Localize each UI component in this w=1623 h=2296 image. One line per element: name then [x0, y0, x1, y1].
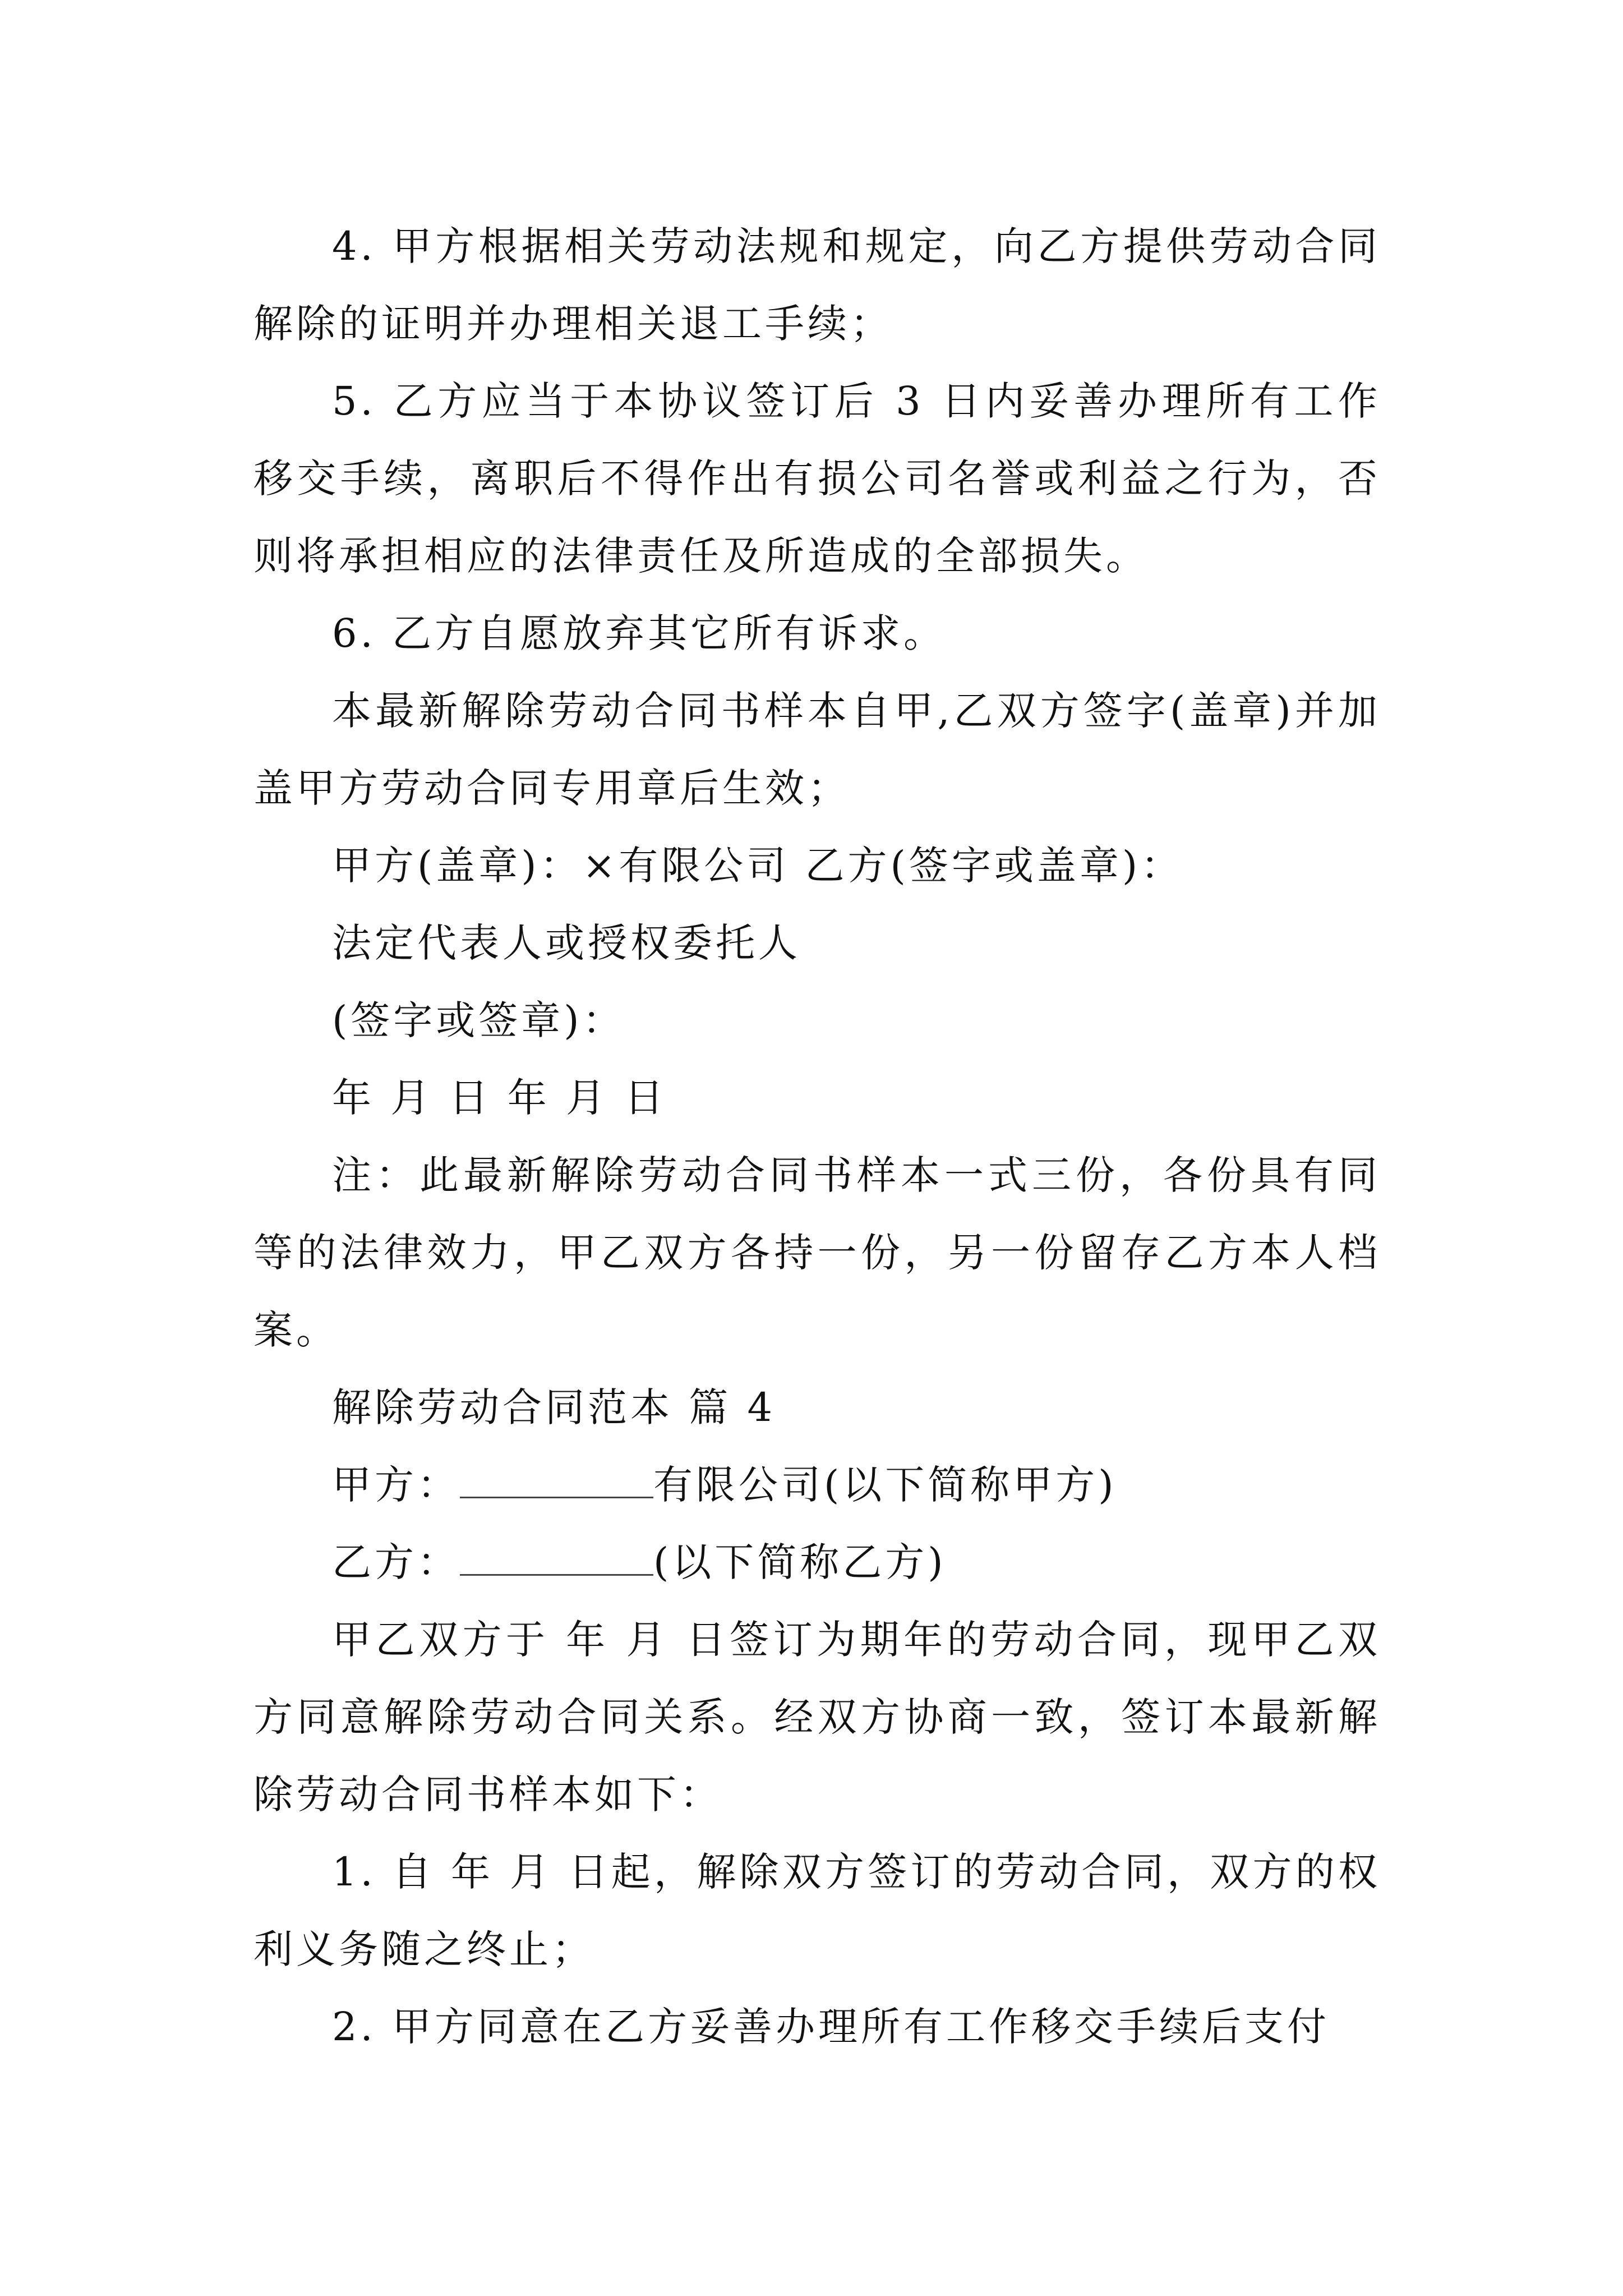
- paragraph-clause-4: 4. 甲方根据相关劳动法规和规定，向乙方提供劳动合同解除的证明并办理相关退工手续；: [253, 223, 1381, 347]
- paragraph-clause-6: 6. 乙方自愿放弃其它所有诉求。: [332, 610, 947, 656]
- paragraph-clause-5: 5. 乙方应当于本协议签订后 3 日内妥善办理所有工作移交手续，离职后不得作出有损公司名誉或利益之行为，否则将承担相应的法律责任及所造成的全部损失。: [253, 378, 1381, 579]
- agreement-intro-paragraph: 甲乙双方于 年 月 日签订为期年的劳动合同，现甲乙双方同意解除劳动合同关系。经双方协商一致，签订本最新解除劳动合同书样本如下：: [253, 1617, 1381, 1818]
- party-b-label: 乙方：: [332, 1539, 460, 1585]
- paragraph-item-2: 2. 甲方同意在乙方妥善办理所有工作移交手续后支付: [332, 2004, 1330, 2050]
- section-heading: 解除劳动合同范本 篇 4: [332, 1384, 776, 1430]
- legal-representative-line: 法定代表人或授权委托人: [332, 920, 801, 966]
- paragraph-effective-terms: 本最新解除劳动合同书样本自甲,乙双方签字(盖章)并加盖甲方劳动合同专用章后生效；: [253, 688, 1381, 811]
- signature-line: (签字或签章)：: [332, 997, 625, 1043]
- document-body: [253, 208, 1381, 2065]
- party-b-suffix: (以下简称乙方): [653, 1539, 947, 1585]
- party-a-label: 甲方：: [332, 1462, 460, 1508]
- party-b-line: [253, 1524, 1381, 1601]
- signature-parties-line: 甲方(盖章)：×有限公司 乙方(签字或盖章)：: [332, 843, 1184, 889]
- date-line: 年 月 日 年 月 日: [332, 1075, 667, 1121]
- party-a-blank: [460, 1462, 653, 1498]
- note-paragraph: 注：此最新解除劳动合同书样本一式三份，各份具有同等的法律效力，甲乙双方各持一份，另一份留存乙方本人档案。: [253, 1152, 1381, 1353]
- party-a-line: [253, 1446, 1381, 1524]
- party-a-suffix: 有限公司(以下简称甲方): [653, 1462, 1117, 1508]
- paragraph-item-1: 1. 自 年 月 日起，解除双方签订的劳动合同，双方的权利义务随之终止；: [253, 1849, 1381, 1972]
- party-b-blank: [460, 1539, 653, 1576]
